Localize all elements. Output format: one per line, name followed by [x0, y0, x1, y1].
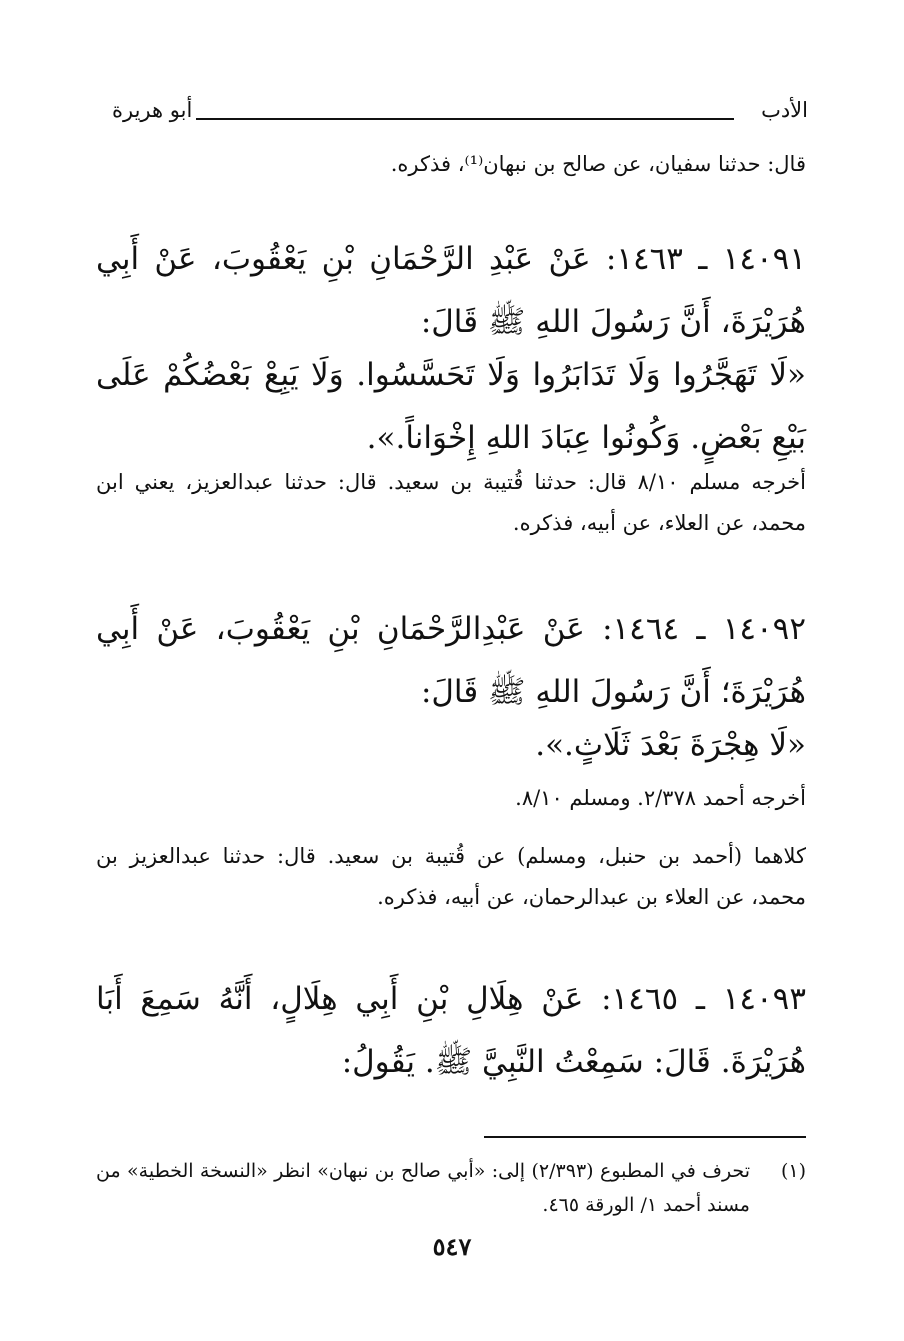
hadith-14092-isnad: ١٤٠٩٢ ـ ١٤٦٤: عَنْ عَبْدِالرَّحْمَانِ بْنِ يَعْقُوبَ، عَنْ أَبِي هُرَيْرَةَ؛ أَنَّ رَسُولَ اللهِ ﷺ قَالَ: [96, 611, 806, 710]
intro-line: قال: حدثنا سفيان، عن صالح بن نبهان⁽¹⁾، فذكره. [390, 152, 806, 176]
header-rule [196, 118, 734, 120]
running-header-chapter: الأدب [761, 98, 808, 122]
hadith-14091-matn: «لَا تَهَجَّرُوا وَلَا تَدَابَرُوا وَلَا تَحَسَّسُوا. وَلَا يَبِعْ بَعْضُكُمْ عَلَى بَيْعِ بَعْضٍ. وَكُونُوا عِبَادَ اللهِ إِخْوَاناً.». [96, 357, 806, 456]
footnote-number: (١) [780, 1160, 806, 1182]
hadith-14091-takhrij: أخرجه مسلم ٨/١٠ قال: حدثنا قُتيبة بن سعيد. قال: حدثنا عبدالعزيز، يعني ابن محمد، عن العلاء، عن أبيه، فذكره. [96, 470, 806, 535]
footnote-rule [484, 1136, 806, 1138]
running-header-narrator: أبو هريرة [112, 98, 193, 122]
hadith-14091-isnad: ١٤٠٩١ ـ ١٤٦٣: عَنْ عَبْدِ الرَّحْمَانِ بْنِ يَعْقُوبَ، عَنْ أَبِي هُرَيْرَةَ، أَنَّ رَسُولَ اللهِ ﷺ قَالَ: [96, 241, 806, 340]
hadith-14092-matn: «لَا هِجْرَةَ بَعْدَ ثَلَاثٍ.». [535, 727, 806, 763]
footnote [96, 1154, 806, 1222]
hadith-14092-takhrij-2: كلاهما (أحمد بن حنبل، ومسلم) عن قُتيبة بن سعيد. قال: حدثنا عبدالعزيز بن محمد، عن العلاء بن عبدالرحمان، عن أبيه، فذكره. [96, 844, 806, 909]
page-number: ٥٤٧ [432, 1232, 472, 1261]
hadith-14093-isnad: ١٤٠٩٣ ـ ١٤٦٥: عَنْ هِلَالِ بْنِ أَبِي هِلَالٍ، أَنَّهُ سَمِعَ أَبَا هُرَيْرَةَ. قَالَ: سَمِعْتُ النَّبِيَّ ﷺ. يَقُولُ: [96, 981, 806, 1080]
footnote-text: تحرف في المطبوع (٢/٣٩٣) إلى: «أبي صالح بن نبهان» انظر «النسخة الخطية» من مسند أحمد ١/ الورقة ٤٦٥. [96, 1160, 750, 1216]
hadith-14092-takhrij: أخرجه أحمد ٢/٣٧٨. ومسلم ٨/١٠. [515, 786, 806, 810]
